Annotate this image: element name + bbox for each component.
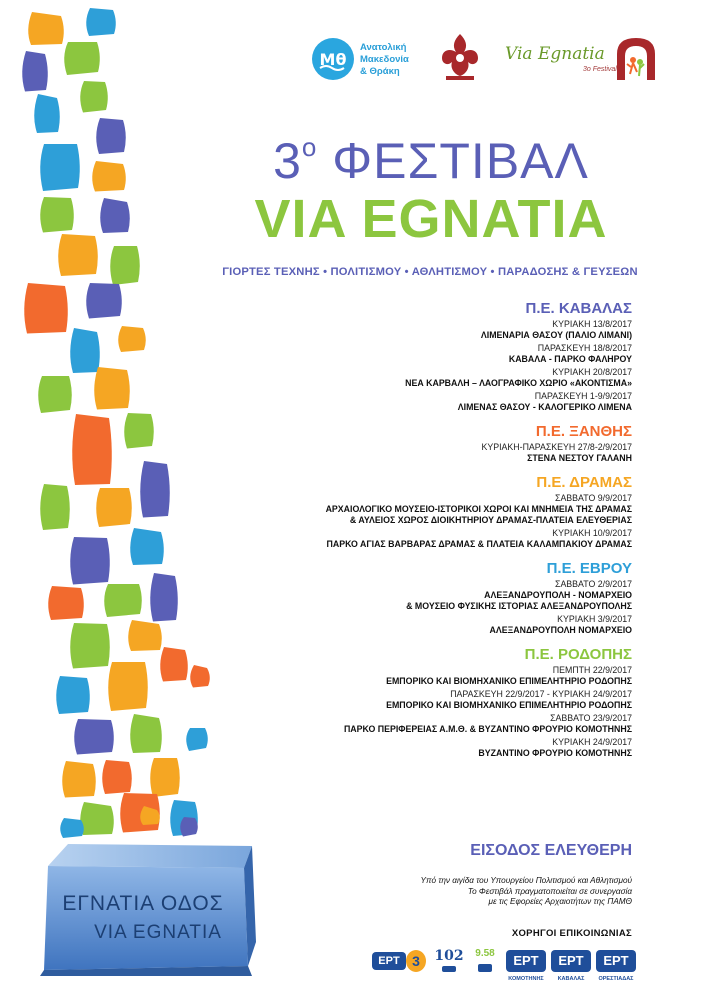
event-venue-line: ΑΡΧΑΙΟΛΟΓΙΚΟ ΜΟΥΣΕΙΟ-ΙΣΤΟΡΙΚΟΙ ΧΩΡΟΙ ΚΑΙ ΜΝΗΜΕΙΑ ΤΗΣ ΔΡΑΜΑΣ: [325, 504, 632, 514]
event-date: ΚΥΡΙΑΚΗ 3/9/2017: [557, 614, 632, 624]
mosaic-stone: [58, 234, 98, 276]
event-venue-line: ΕΜΠΟΡΙΚΟ ΚΑΙ ΒΙΟΜΗΧΑΝΙΚΟ ΕΠΙΜΕΛΗΤΗΡΙΟ ΡΟΔΟΠΗΣ: [386, 676, 632, 686]
event-date: ΠΑΡΑΣΚΕΥΗ 1-9/9/2017: [534, 391, 632, 401]
event-venue-line: ΑΛΕΞΑΝΔΡΟΥΠΟΛΗ ΝΟΜΑΡΧΕΙΟ: [489, 625, 632, 635]
event-date: ΚΥΡΙΑΚΗ 10/9/2017: [552, 528, 632, 538]
mosaic-stone: [70, 537, 110, 585]
mosaic-stone: [48, 586, 84, 620]
mosaic-stone: [100, 198, 130, 233]
region-block: [250, 560, 632, 636]
mosaic-stone: [186, 728, 208, 751]
festival-subtitle: ΓΙΟΡΤΕΣ ΤΕΧΝΗΣ • ΠΟΛΙΤΙΣΜΟΥ • ΑΘΛΗΤΙΣΜΟΥ • ΠΑΡΑΔΟΣΗΣ & ΓΕΥΣΕΩΝ: [222, 266, 638, 278]
sponsor-ert-orestiada-sub: ΟΡΕΣΤΙΑΔΑΣ: [598, 976, 634, 982]
region-title: Π.Ε. ΡΟΔΟΠΗΣ: [524, 646, 632, 663]
event-venue-line: ΛΙΜΕΝΑΡΙΑ ΘΑΣΟΥ (ΠΑΛΙΟ ΛΙΜΑΝΙ): [480, 330, 632, 340]
event-venue: [250, 402, 632, 413]
mosaic-stone: [22, 51, 48, 92]
mosaic-stone: [40, 484, 70, 530]
event-venue-line: ΠΑΡΚΟ ΑΓΙΑΣ ΒΑΡΒΑΡΑΣ ΔΡΑΜΑΣ & ΠΛΑΤΕΙΑ ΚΑΛΑΜΠΑΚΙΟΥ ΔΡΑΜΑΣ: [326, 539, 632, 549]
sponsor-ert3-logo: ΕΡΤ 3: [372, 948, 428, 974]
event-venue: [250, 625, 632, 636]
event-venue-line: ΕΜΠΟΡΙΚΟ ΚΑΙ ΒΙΟΜΗΧΑΝΙΚΟ ΕΠΙΜΕΛΗΤΗΡΙΟ ΡΟΔΟΠΗΣ: [386, 700, 632, 710]
event-venue-line: ΝΕΑ ΚΑΡΒΑΛΗ – ΛΑΟΓΡΑΦΙΚΟ ΧΩΡΙΟ «ΑΚΟΝΤΙΣΜΑ»: [405, 378, 632, 388]
mosaic-stone: [92, 161, 126, 192]
egnatia-stone: [38, 838, 260, 978]
sponsor-ert-komotini-logo: ΕΡΤ: [506, 948, 546, 974]
event-date: ΚΥΡΙΑΚΗ 24/9/2017: [552, 737, 632, 747]
event-venue-line: ΑΛΕΞΑΝΔΡΟΥΠΟΛΗ - ΝΟΜΑΡΧΕΙΟ: [484, 590, 632, 600]
event-date: ΠΑΡΑΣΚΕΥΗ 18/8/2017: [537, 343, 632, 353]
mosaic-stone: [128, 620, 162, 651]
festival-logo-sub: 3ο Festival: [583, 66, 617, 73]
aegis-text: Υπό την αιγίδα του Υπουργείου Πολιτισμού και Αθλητισμού Το Φεστιβάλ πραγματοποιείται σε συνεργασία με τις Εφορείες Αρχαιοτήτων της ΠΑΜΘ: [420, 876, 632, 906]
festival-logo-text: Via Egnatia: [505, 44, 605, 64]
sponsor-ert-kavala-sub: ΚΑΒΑΛΑΣ: [557, 976, 585, 982]
event-date: ΣΑΒΒΑΤΟ 9/9/2017: [555, 493, 632, 503]
mosaic-stone: [34, 94, 60, 133]
event-date: ΣΑΒΒΑΤΟ 2/9/2017: [555, 579, 632, 589]
arch-icon: [613, 34, 659, 82]
event-venue: [250, 539, 632, 550]
mosaic-stone: [180, 817, 198, 837]
mosaic-stone: [70, 328, 100, 373]
event-venue: [250, 676, 632, 687]
mosaic-stone: [80, 81, 108, 113]
region-logo-mark: [312, 38, 354, 80]
event-date: ΠΕΜΠΤΗ 22/9/2017: [552, 665, 632, 675]
stone-inscription-line1: ΕΓΝΑΤΙΑ ΟΔΟΣ: [62, 892, 224, 915]
event-date: ΣΑΒΒΑΤΟ 23/9/2017: [550, 713, 632, 723]
event-venue-line: & ΜΟΥΣΕΙΟ ΦΥΣΙΚΗΣ ΙΣΤΟΡΙΑΣ ΑΛΕΞΑΝΔΡΟΥΠΟΛΗΣ: [406, 601, 632, 611]
region-logo: [312, 38, 432, 82]
mosaic-stone: [64, 42, 100, 75]
mosaic-stone: [150, 758, 180, 797]
mosaic-stone: [40, 144, 80, 191]
festival-logo: [505, 34, 665, 84]
mosaic-stone: [60, 818, 84, 838]
mosaic-stone: [130, 528, 164, 565]
mosaic-stone: [74, 719, 114, 755]
event-venue: [250, 590, 632, 612]
mosaic-stone: [72, 414, 112, 485]
sponsor-ert-kavala-logo: ΕΡΤ: [551, 948, 591, 974]
event-venue-line: ΛΙΜΕΝΑΣ ΘΑΣΟΥ - ΚΑΛΟΓΕΡΙΚΟ ΛΙΜΕΝΑ: [457, 402, 632, 412]
sponsor-ert-komotini-sub: ΚΟΜΟΤΗΝΗΣ: [508, 976, 544, 982]
region-title: Π.Ε. ΕΒΡΟΥ: [546, 560, 632, 577]
sponsor-102-logo: 102: [434, 948, 464, 974]
stone-inscription-line2: VIA EGNATIA: [94, 922, 222, 943]
schedule: [250, 300, 632, 769]
event-venue: [250, 700, 632, 711]
mosaic-stone: [190, 665, 210, 688]
event-date: ΚΥΡΙΑΚΗ-ΠΑΡΑΣΚΕΥΗ 27/8-2/9/2017: [481, 442, 632, 452]
mosaic-stone: [86, 8, 116, 36]
mosaic-stone: [118, 326, 146, 352]
mosaic-stone: [94, 367, 130, 410]
festival-title-line2: VIA EGNATIA: [254, 189, 608, 249]
mosaic-stone: [130, 714, 162, 753]
event-venue-line: ΠΑΡΚΟ ΠΕΡΙΦΕΡΕΙΑΣ Α.Μ.Θ. & ΒΥΖΑΝΤΙΝΟ ΦΡΟΥΡΙΟ ΚΟΜΟΤΗΝΗΣ: [343, 724, 632, 734]
region-block: [250, 646, 632, 759]
region-title: Π.Ε. ΔΡΑΜΑΣ: [536, 474, 632, 491]
event-venue: [250, 453, 632, 464]
region-block: [250, 423, 632, 464]
event-venue: [250, 724, 632, 735]
event-venue: [250, 354, 632, 365]
mosaic-stone: [80, 802, 114, 835]
mosaic-stone: [96, 118, 126, 154]
event-venue: [250, 748, 632, 759]
region-logo-text: Ανατολική Μακεδονία & Θράκη: [360, 42, 409, 77]
mosaic-stone: [86, 283, 122, 319]
event-venue: [250, 504, 632, 526]
region-block: [250, 474, 632, 550]
mosaic-stone: [160, 647, 188, 682]
sponsor-958-logo: 9.58: [470, 948, 500, 974]
mosaic-stone: [140, 461, 170, 518]
festival-title-line1: $3^o$ ΦΕΣΤΙΒΑΛ: [273, 132, 589, 189]
event-date: ΠΑΡΑΣΚΕΥΗ 22/9/2017 - ΚΥΡΙΑΚΗ 24/9/2017: [450, 689, 632, 699]
mosaic-stone: [124, 413, 154, 449]
mosaic-stone: [70, 623, 110, 669]
sponsor-ert-orestiada-logo: ΕΡΤ: [596, 948, 636, 974]
event-venue: [250, 330, 632, 341]
event-venue-line: ΣΤΕΝΑ ΝΕΣΤΟΥ ΓΑΛΑΝΗ: [527, 453, 632, 463]
free-entry-label: ΕΙΣΟΔΟΣ ΕΛΕΥΘΕΡΗ: [470, 842, 632, 859]
event-venue-line: & ΑΥΛΕΙΟΣ ΧΩΡΟΣ ΔΙΟΙΚΗΤΗΡΙΟΥ ΔΡΑΜΑΣ-ΠΛΑΤΕΙΑ ΕΛΕΥΘΕΡΙΑΣ: [349, 515, 632, 525]
mosaic-stone: [102, 760, 132, 794]
sponsors-title: ΧΟΡΗΓΟΙ ΕΠΙΚΟΙΝΩΝΙΑΣ: [511, 928, 632, 939]
mosaic-stone: [24, 283, 68, 334]
mosaic-stone: [56, 676, 90, 714]
mosaic-stone: [38, 376, 72, 413]
mosaic-stone: [104, 584, 142, 617]
event-venue-line: ΒΥΖΑΝΤΙΝΟ ΦΡΟΥΡΙΟ ΚΟΜΟΤΗΝΗΣ: [478, 748, 632, 758]
region-block: [250, 300, 632, 413]
svg-text:Mθ: Mθ: [319, 50, 347, 69]
mosaic-stone: [40, 197, 74, 233]
event-venue: [250, 378, 632, 389]
mosaic-stone: [110, 246, 140, 285]
ornament-logo-icon: [432, 30, 488, 82]
event-date: ΚΥΡΙΑΚΗ 13/8/2017: [552, 319, 632, 329]
mosaic-stone: [108, 662, 148, 711]
region-title: Π.Ε. ΚΑΒΑΛΑΣ: [525, 300, 632, 317]
mosaic-stone: [96, 488, 132, 527]
region-title: Π.Ε. ΞΑΝΘΗΣ: [535, 423, 632, 440]
mosaic-stone: [28, 12, 64, 45]
mosaic-stone: [62, 761, 96, 798]
event-date: ΚΥΡΙΑΚΗ 20/8/2017: [552, 367, 632, 377]
event-venue-line: ΚΑΒΑΛΑ - ΠΑΡΚΟ ΦΑΛΗΡΟΥ: [508, 354, 632, 364]
mosaic-stone: [150, 573, 178, 622]
